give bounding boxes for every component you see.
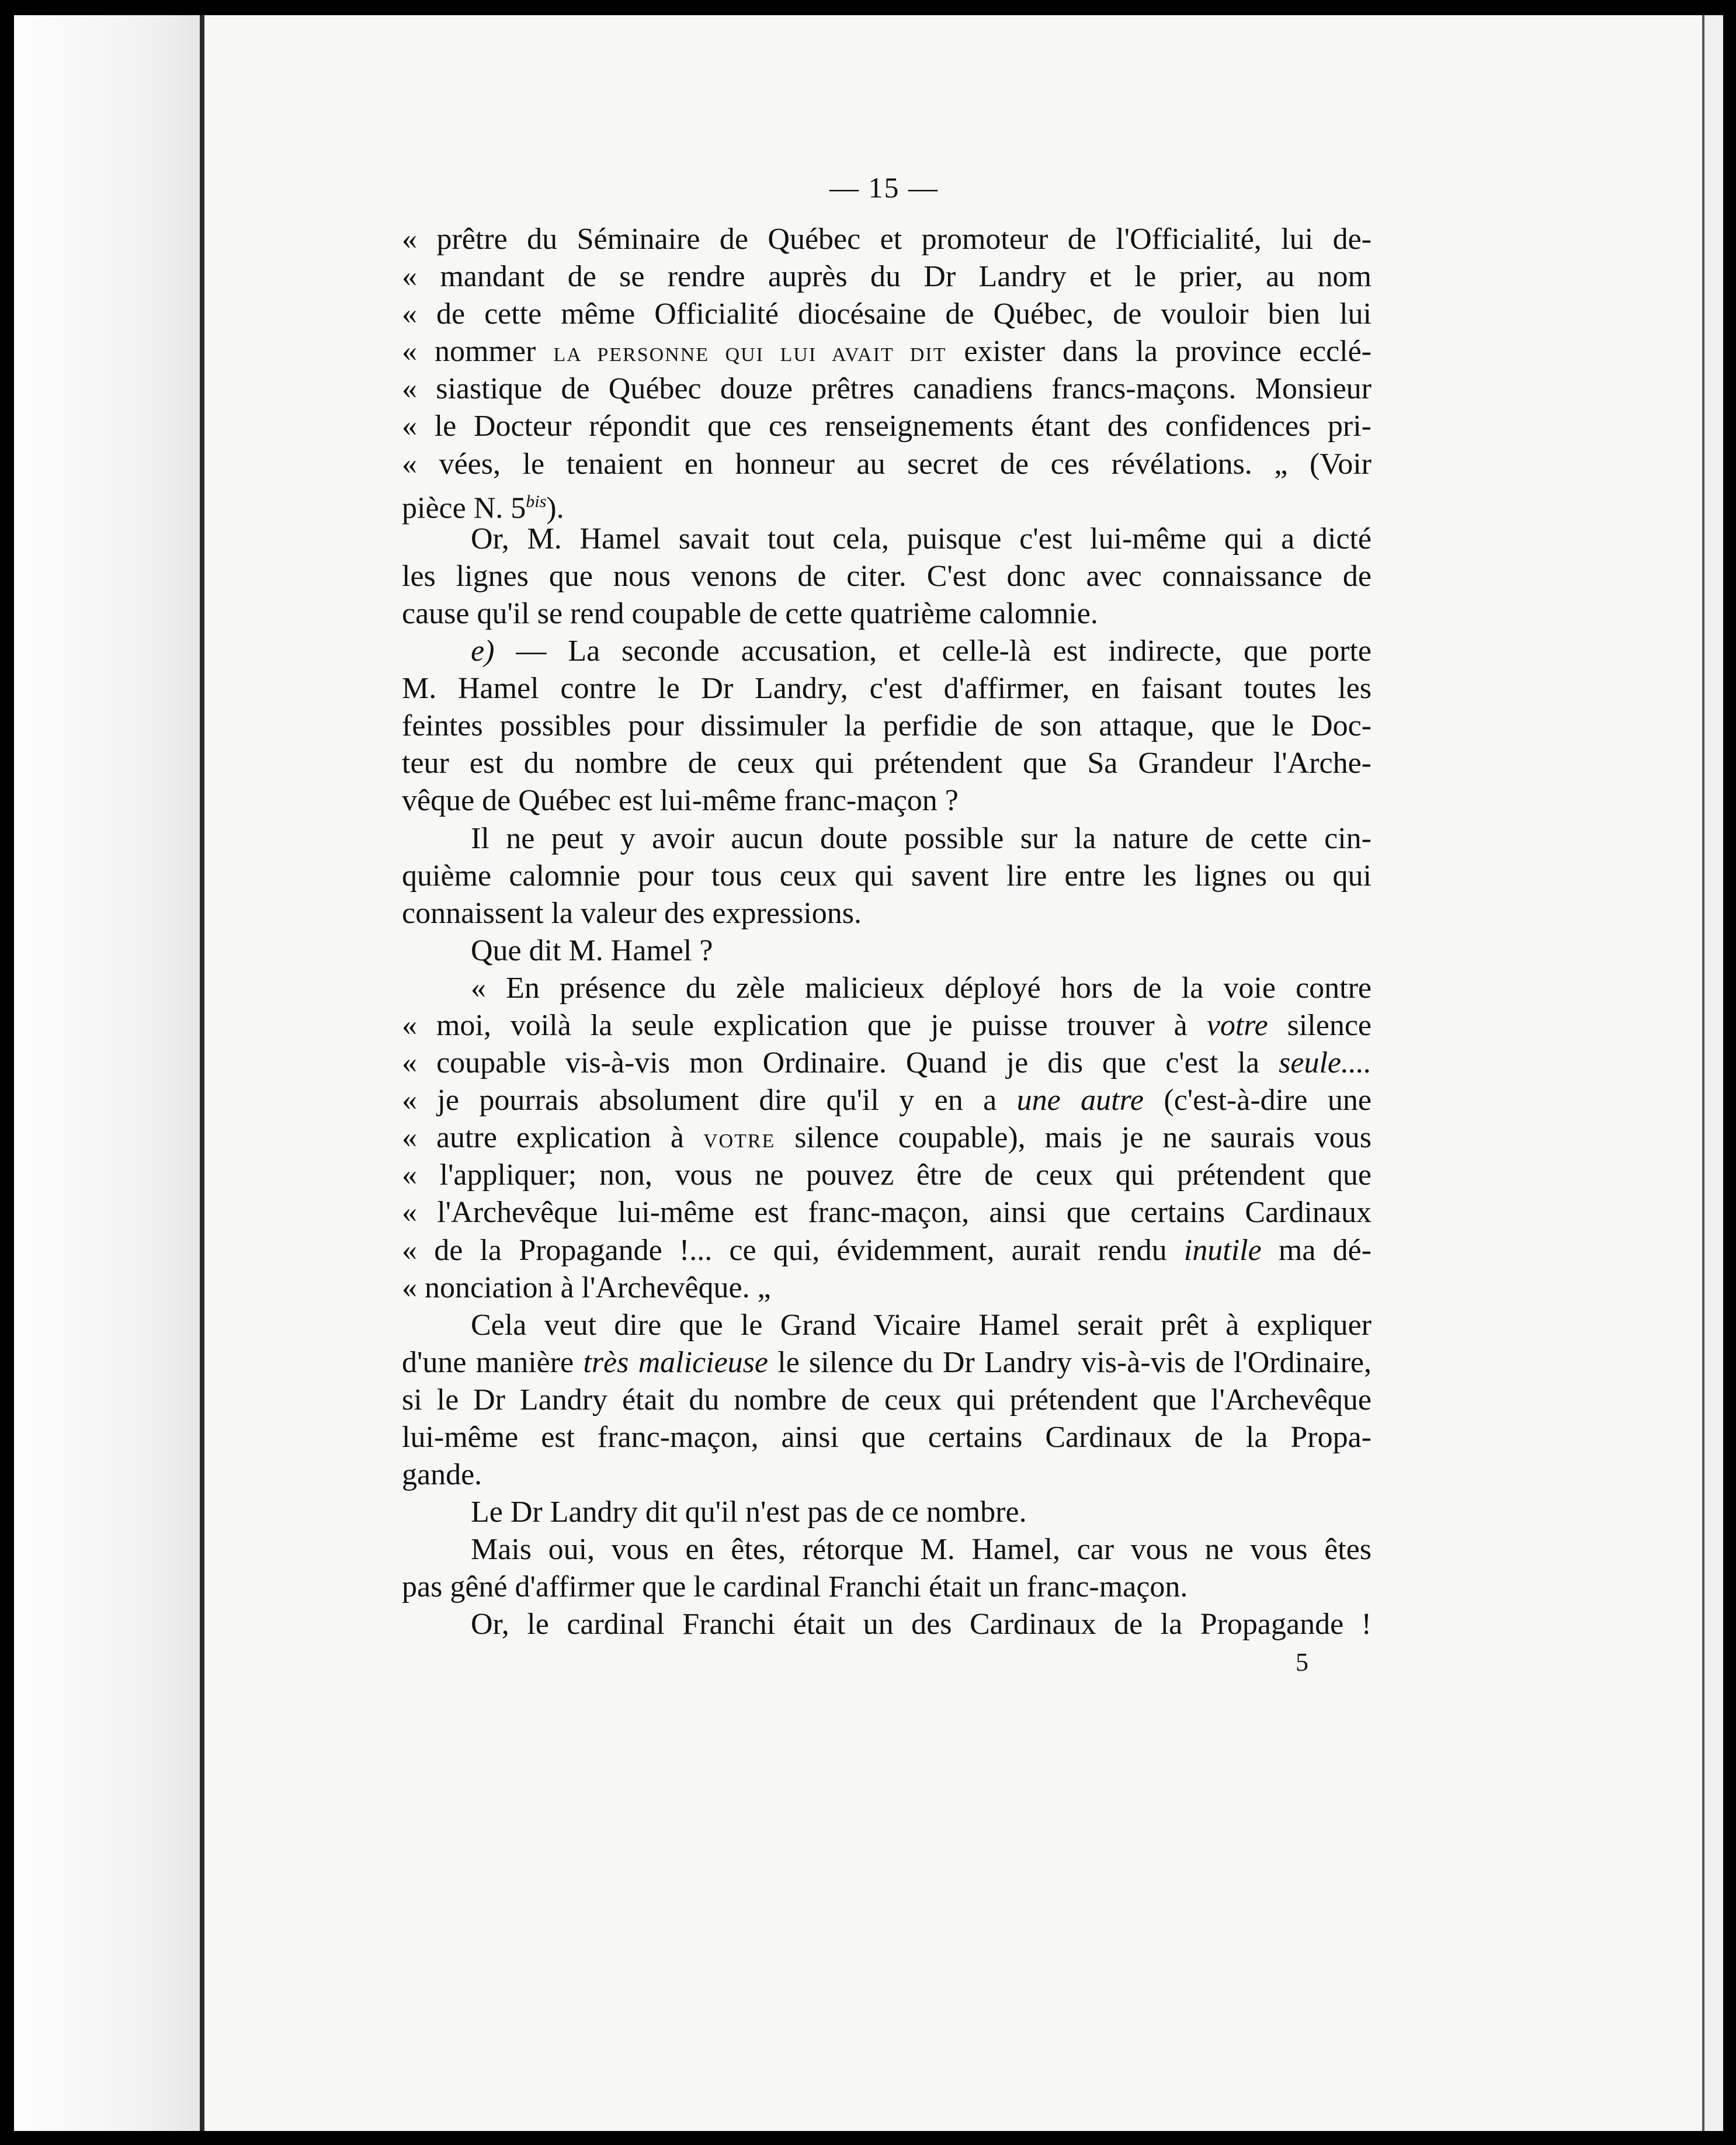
binding-edge <box>200 15 204 2131</box>
scan-border-right <box>1723 0 1736 2145</box>
text-line: M. Hamel contre le Dr Landry, c'est d'affirmer, en faisant toutes les <box>402 672 1372 706</box>
text-line: Il ne peut y avoir aucun doute possible sur la nature de cette cin- <box>471 821 1372 855</box>
text-line: « de cette même Officialité diocésaine de Québec, de vouloir bien lui <box>402 297 1372 331</box>
text-line: « prêtre du Séminaire de Québec et promoteur de l'Officialité, lui de- <box>402 223 1372 256</box>
text-line: d'une manière très malicieuse le silence du Dr Landry vis-à-vis de l'Ordinaire, <box>402 1345 1372 1379</box>
signature-mark: 5 <box>1296 1648 1308 1677</box>
text-line: Or, le cardinal Franchi était un des Cardinaux de la Propagande ! <box>471 1608 1372 1641</box>
text-line: « nonciation à l'Archevêque. „ <box>402 1271 771 1304</box>
text-line: les lignes que nous venons de citer. C'est donc avec connaissance de <box>402 559 1372 593</box>
scan-border-bottom <box>0 2131 1736 2145</box>
superscript: bis <box>526 491 547 511</box>
page-body <box>402 221 1372 1644</box>
binding-margin <box>14 15 202 2131</box>
text-line: Cela veut dire que le Grand Vicaire Hamel serait prêt à expliquer <box>471 1308 1372 1342</box>
text-line: pas gêné d'affirmer que le cardinal Franchi était un franc-maçon. <box>402 1570 1188 1604</box>
text-line: gande. <box>402 1458 482 1492</box>
page-edge-shade <box>1704 15 1723 2131</box>
text-line: si le Dr Landry était du nombre de ceux qui prétendent que l'Archevêque <box>402 1383 1372 1417</box>
text-line: « mandant de se rendre auprès du Dr Landry et le prier, au nom <box>402 260 1372 294</box>
text-line: « vées, le tenaient en honneur au secret de ces révélations. „ (Voir <box>402 447 1372 481</box>
text-line: cause qu'il se rend coupable de cette quatrième calomnie. <box>402 596 1098 630</box>
text-line: « En présence du zèle malicieux déployé hors de la voie contre <box>471 971 1372 1005</box>
text-line: vêque de Québec est lui-même franc-maçon ? <box>402 784 959 818</box>
page-number-header: — 15 — <box>829 171 939 204</box>
text-line: lui-même est franc-maçon, ainsi que certains Cardinaux de la Propa- <box>402 1421 1372 1454</box>
scan-border-left <box>0 0 14 2145</box>
text-line: Mais oui, vous en êtes, rétorque M. Hamel, car vous ne vous êtes <box>471 1533 1372 1567</box>
text-line: « nommer LA PERSONNE QUI LUI AVAIT DIT exister dans la province ecclé- <box>402 335 1372 369</box>
text-line: teur est du nombre de ceux qui prétendent que Sa Grandeur l'Arche- <box>402 747 1372 780</box>
text-line: connaissent la valeur des expressions. <box>402 896 862 930</box>
text-line: « l'Archevêque lui-même est franc-maçon, ainsi que certains Cardinaux <box>402 1196 1372 1230</box>
small-caps-phrase: LA PERSONNE QUI LUI AVAIT DIT <box>553 344 947 366</box>
text-line: Or, M. Hamel savait tout cela, puisque c'est lui-même qui a dicté <box>471 522 1372 556</box>
text-line: « je pourrais absolument dire qu'il y en a une autre (c'est-à-dire une <box>402 1084 1372 1117</box>
text-line: « moi, voilà la seule explication que je puisse trouver à votre silence <box>402 1008 1372 1042</box>
text-line: « l'appliquer; non, vous ne pouvez être de ceux qui prétendent que <box>402 1158 1372 1192</box>
text-line: pièce N. $5^{bis}$). <box>402 491 564 525</box>
text-line: « siastique de Québec douze prêtres canadiens francs-maçons. Monsieur <box>402 372 1372 406</box>
text-line: « le Docteur répondit que ces renseignements étant des confidences pri- <box>402 409 1372 443</box>
text-line: Que dit M. Hamel ? <box>471 933 713 967</box>
text-line: « de la Propagande !... ce qui, évidemment, aurait rendu inutile ma dé- <box>402 1233 1372 1267</box>
text-line: quième calomnie pour tous ceux qui savent lire entre les lignes ou qui <box>402 859 1372 893</box>
text-line: Le Dr Landry dit qu'il n'est pas de ce nombre. <box>471 1495 1027 1529</box>
text-line: « autre explication à VOTRE silence coupable), mais je ne saurais vous <box>402 1121 1372 1155</box>
text-line: « coupable vis-à-vis mon Ordinaire. Quand je dis que c'est la seule.... <box>402 1046 1372 1080</box>
text-line: e) — La seconde accusation, et celle-là est indirecte, que porte <box>471 634 1372 668</box>
text-line: feintes possibles pour dissimuler la perfidie de son attaque, que le Doc- <box>402 709 1372 743</box>
scan-border-top <box>0 0 1736 15</box>
